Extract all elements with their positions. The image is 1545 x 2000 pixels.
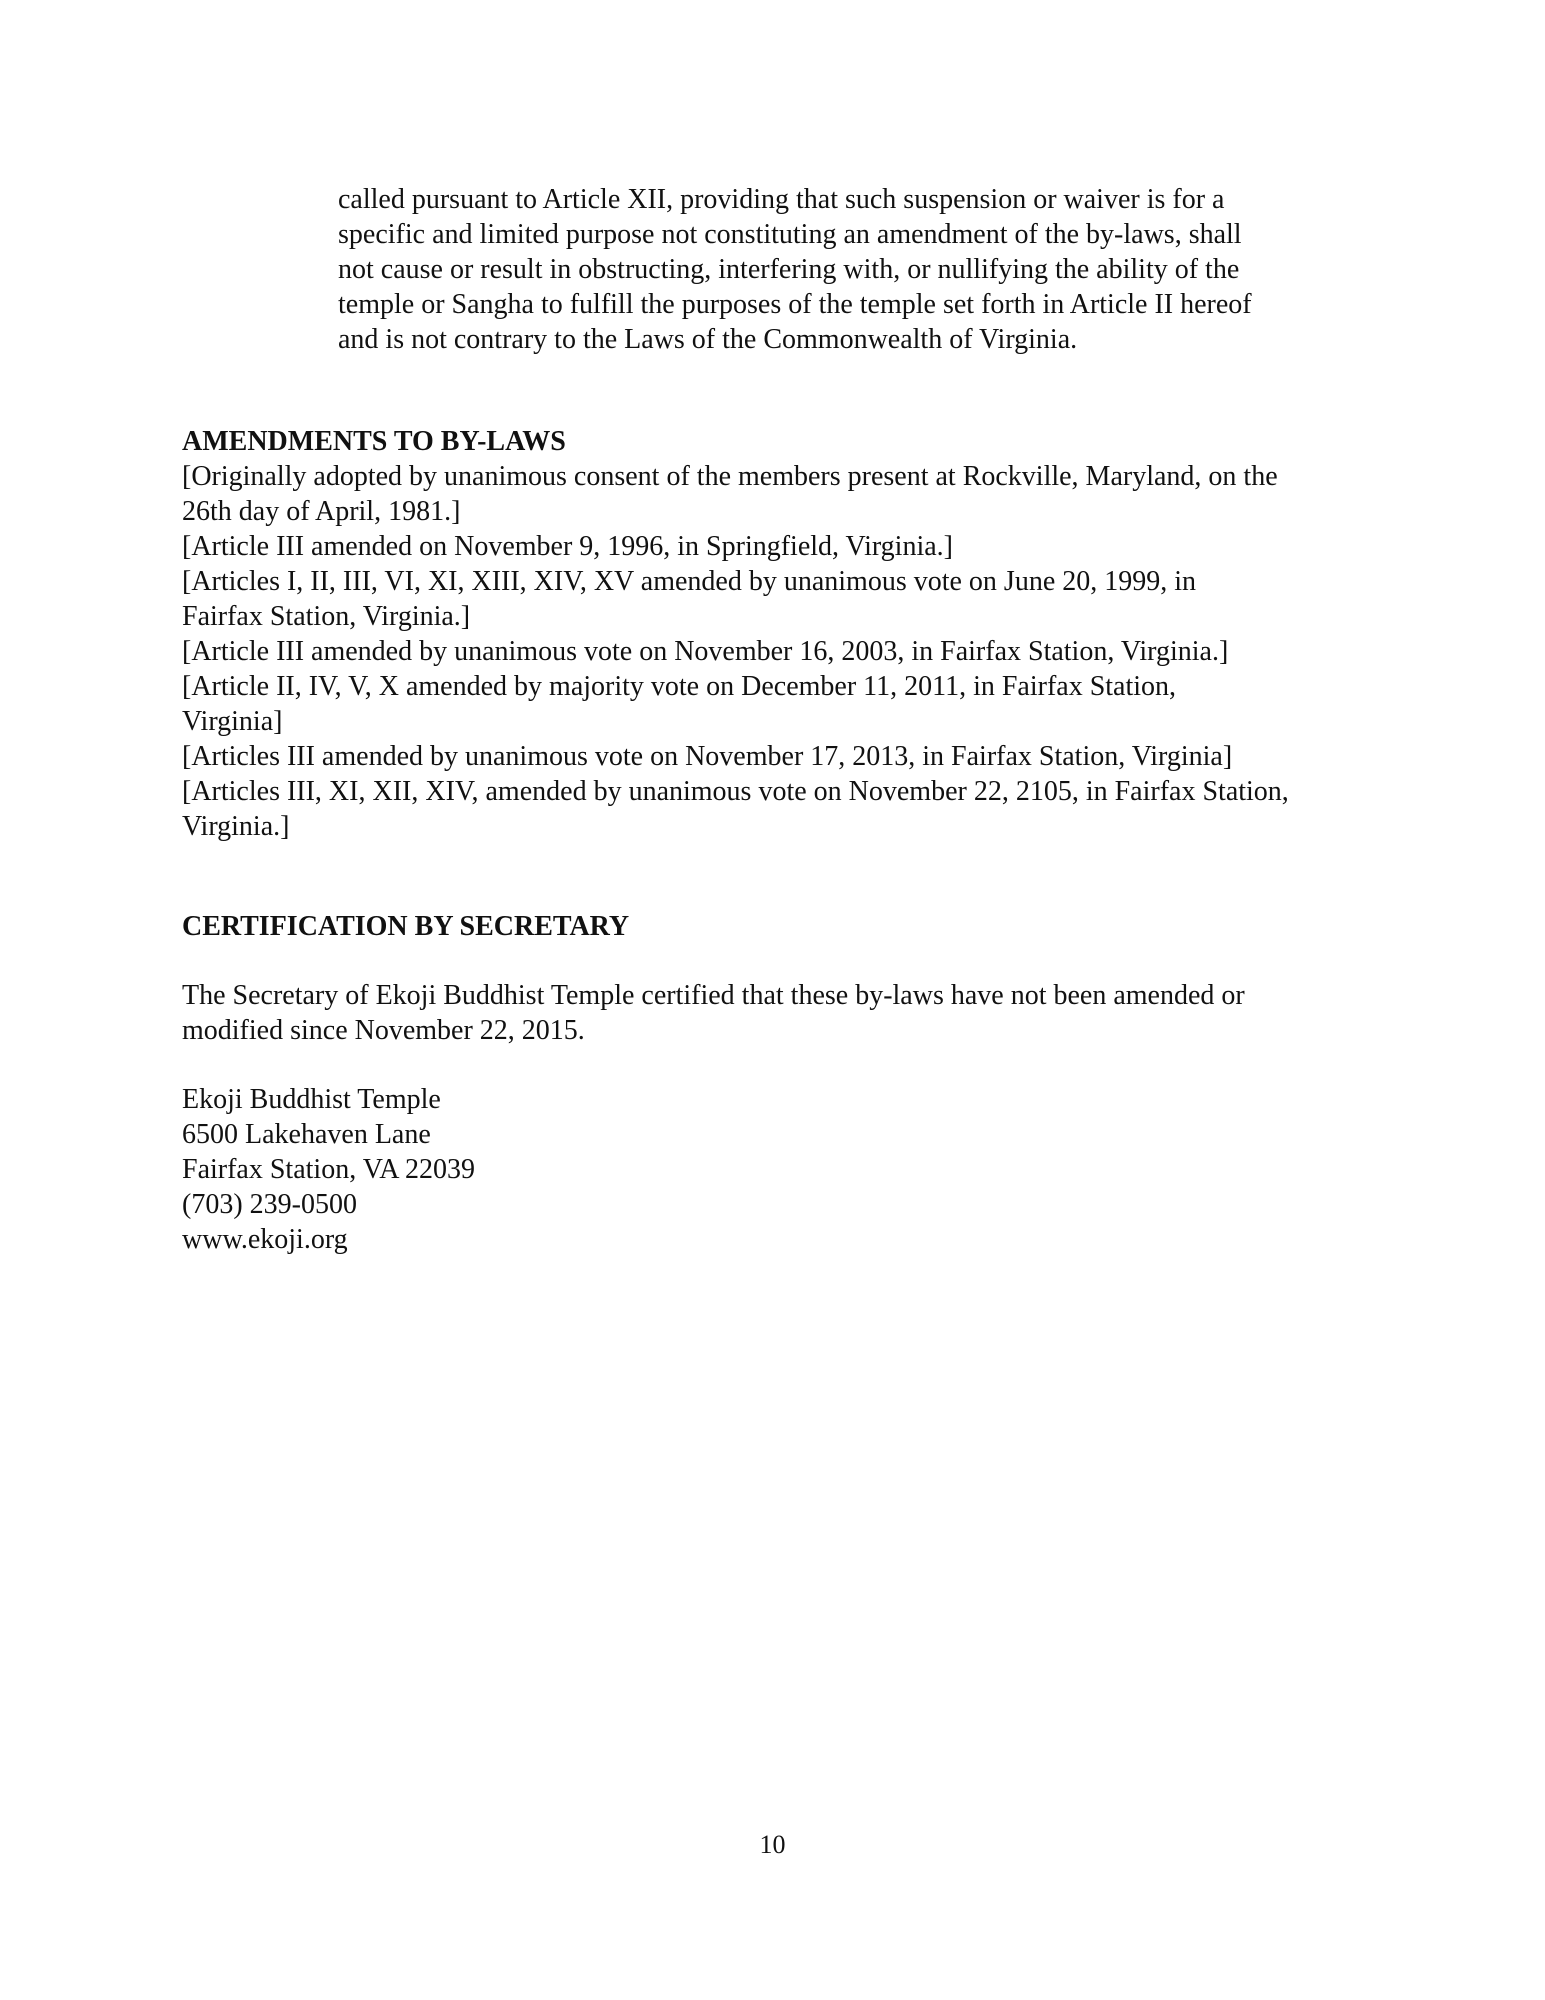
amendment-line: [Articles I, II, III, VI, XI, XIII, XIV, XV amended by unanimous vote on June 20, 1999, in bbox=[182, 566, 1197, 597]
amendments-heading: AMENDMENTS TO BY-LAWS bbox=[182, 426, 566, 457]
city-state-zip: Fairfax Station, VA 22039 bbox=[182, 1154, 475, 1185]
address-block bbox=[182, 1082, 1382, 1257]
continuation-line: specific and limited purpose not constituting an amendment of the by-laws, shall bbox=[338, 219, 1242, 250]
amendment-line: [Article III amended by unanimous vote on November 16, 2003, in Fairfax Station, Virginia.] bbox=[182, 636, 1229, 667]
continuation-line: and is not contrary to the Laws of the Commonwealth of Virginia. bbox=[338, 324, 1078, 355]
amendment-line: [Originally adopted by unanimous consent of the members present at Rockville, Maryland, on the bbox=[182, 461, 1278, 492]
continuation-paragraph bbox=[338, 182, 1338, 357]
amendments-section bbox=[182, 424, 1382, 844]
amendment-line: [Article II, IV, V, X amended by majority vote on December 11, 2011, in Fairfax Station, bbox=[182, 671, 1177, 702]
amendment-line: [Articles III amended by unanimous vote on November 17, 2013, in Fairfax Station, Virginia] bbox=[182, 741, 1233, 772]
amendment-line: [Article III amended on November 9, 1996, in Springfield, Virginia.] bbox=[182, 531, 953, 562]
amendment-line: 26th day of April, 1981.] bbox=[182, 496, 461, 527]
phone-number: (703) 239-0500 bbox=[182, 1189, 357, 1220]
certification-line: modified since November 22, 2015. bbox=[182, 1015, 585, 1046]
amendment-line: [Articles III, XI, XII, XIV, amended by unanimous vote on November 22, 2105, in Fairfax Station, bbox=[182, 776, 1289, 807]
amendment-line: Fairfax Station, Virginia.] bbox=[182, 601, 471, 632]
certification-heading: CERTIFICATION BY SECRETARY bbox=[182, 911, 630, 942]
street-address: 6500 Lakehaven Lane bbox=[182, 1119, 431, 1150]
continuation-line: not cause or result in obstructing, interfering with, or nullifying the ability of the bbox=[338, 254, 1240, 285]
amendment-line: Virginia.] bbox=[182, 811, 290, 842]
website-link: www.ekoji.org bbox=[182, 1224, 348, 1255]
amendment-line: Virginia] bbox=[182, 706, 283, 737]
continuation-line: called pursuant to Article XII, providing that such suspension or waiver is for a bbox=[338, 184, 1225, 215]
continuation-line: temple or Sangha to fulfill the purposes of the temple set forth in Article II hereof bbox=[338, 289, 1252, 320]
temple-name: Ekoji Buddhist Temple bbox=[182, 1084, 441, 1115]
certification-line: The Secretary of Ekoji Buddhist Temple certified that these by-laws have not been amended or bbox=[182, 980, 1245, 1011]
certification-section bbox=[182, 909, 1382, 944]
page-number: 10 bbox=[759, 1830, 786, 1859]
certification-paragraph bbox=[182, 978, 1382, 1048]
